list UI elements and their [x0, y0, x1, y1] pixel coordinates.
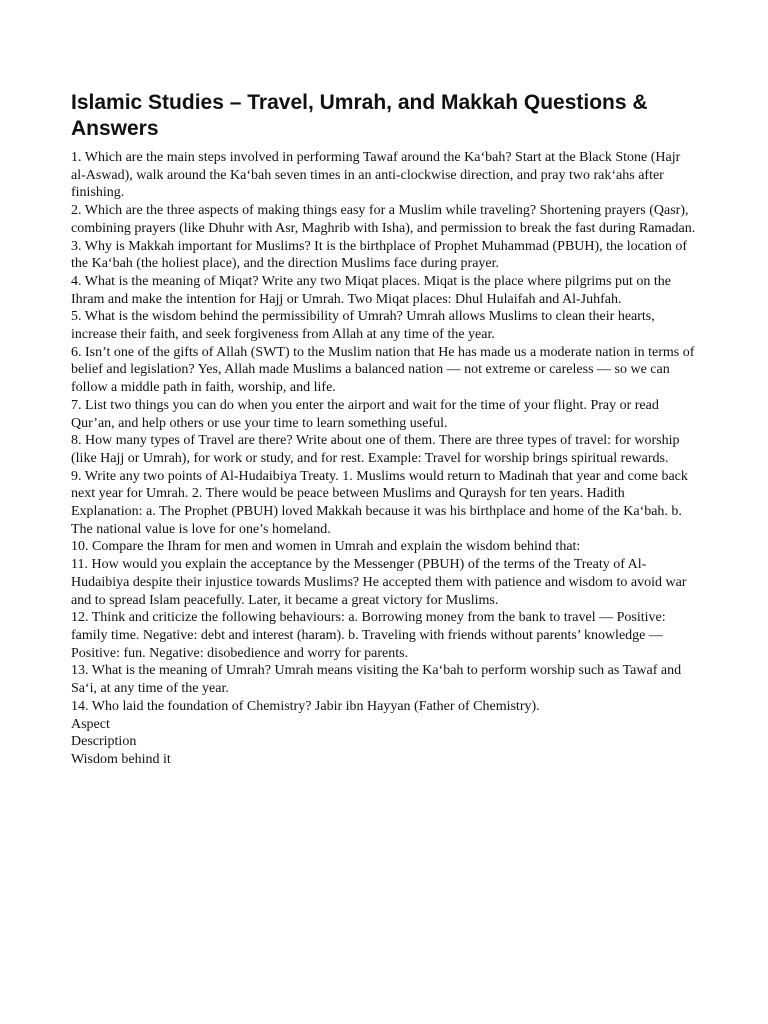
qa-item-2: 2. Which are the three aspects of making things easy for a Muslim while traveling? Shortening prayers (Qasr), combining prayers (like Dhuhr with Asr, Maghrib with Isha), and permission to break the fast during Ramadan.: [71, 203, 696, 236]
qa-item-12: 12. Think and criticize the following behaviours: a. Borrowing money from the bank to travel — Positive: family time. Negative: debt and interest (haram). b. Traveling with friends without parents’ knowledge — Positive: fun. Negative: disobedience and worry for parents.: [71, 610, 666, 661]
qa-list: [71, 149, 698, 769]
qa-item-3: 3. Why is Makkah important for Muslims? It is the birthplace of Prophet Muhammad (PBUH), the location of the Ka‘bah (the holiest place), and the direction Muslims face during prayer.: [71, 238, 688, 272]
qa-item-8: 8. How many types of Travel are there? Write about one of them. There are three types of travel: for worship (like Hajj or Umrah), for work or study, and for rest. Example: Travel for worship brings spiritual rewards.: [71, 433, 680, 466]
qa-item-14: 14. Who laid the foundation of Chemistry? Jabir ibn Hayyan (Father of Chemistry).: [71, 698, 540, 714]
qa-item-7: 7. List two things you can do when you enter the airport and wait for the time of your flight. Pray or read Qur’an, and help others or use your time to learn something useful.: [71, 397, 659, 431]
qa-item-13: 13. What is the meaning of Umrah? Umrah means visiting the Ka‘bah to perform worship such as Tawaf and Sa‘i, at any time of the year.: [71, 663, 682, 697]
table-header-description: Description: [71, 734, 137, 750]
qa-item-9: 9. Write any two points of Al-Hudaibiya Treaty. 1. Muslims would return to Madinah that year and come back next year for Umrah. 2. There would be peace between Muslims and Quraysh for ten years. Hadith Explanation: a. The Prophet (PBUH) loved Makkah because it was his birthplace and home of the Ka‘bah. b. The national value is love for one’s homeland.: [71, 468, 688, 537]
table-header-aspect: Aspect: [71, 716, 110, 732]
qa-item-5: 5. What is the wisdom behind the permissibility of Umrah? Umrah allows Muslims to clean their hearts, increase their faith, and seek forgiveness from Allah at any time of the year.: [71, 309, 655, 343]
qa-item-10: 10. Compare the Ihram for men and women in Umrah and explain the wisdom behind that:: [71, 539, 581, 555]
qa-item-6: 6. Isn’t one of the gifts of Allah (SWT) to the Muslim nation that He has made us a moderate nation in terms of belief and legislation? Yes, Allah made Muslims a balanced nation — not extreme or careless — so we can follow a middle path in faith, worship, and life.: [71, 344, 695, 396]
qa-item-4: 4. What is the meaning of Miqat? Write any two Miqat places. Miqat is the place where pilgrims put on the Ihram and make the intention for Hajj or Umrah. Two Miqat places: Dhul Hulaifah and Al-Juhfah.: [71, 273, 671, 307]
table-header-wisdom: Wisdom behind it: [71, 751, 171, 767]
qa-item-1: 1. Which are the main steps involved in performing Tawaf around the Ka‘bah? Start at the Black Stone (Hajr al-Aswad), walk around the Ka‘bah seven times in an anti-clockwise direction, and pray two rak‘ahs after finishing.: [71, 150, 681, 201]
document-page: [71, 90, 698, 769]
page-title: Islamic Studies – Travel, Umrah, and Makkah Questions & Answers: [71, 91, 648, 140]
qa-item-11: 11. How would you explain the acceptance by the Messenger (PBUH) of the terms of the Treaty of Al-Hudaibiya despite their injustice towards Muslims? He accepted them with patience and wisdom to avoid war and to spread Islam peacefully. Later, it became a great victory for Muslims.: [71, 557, 687, 608]
